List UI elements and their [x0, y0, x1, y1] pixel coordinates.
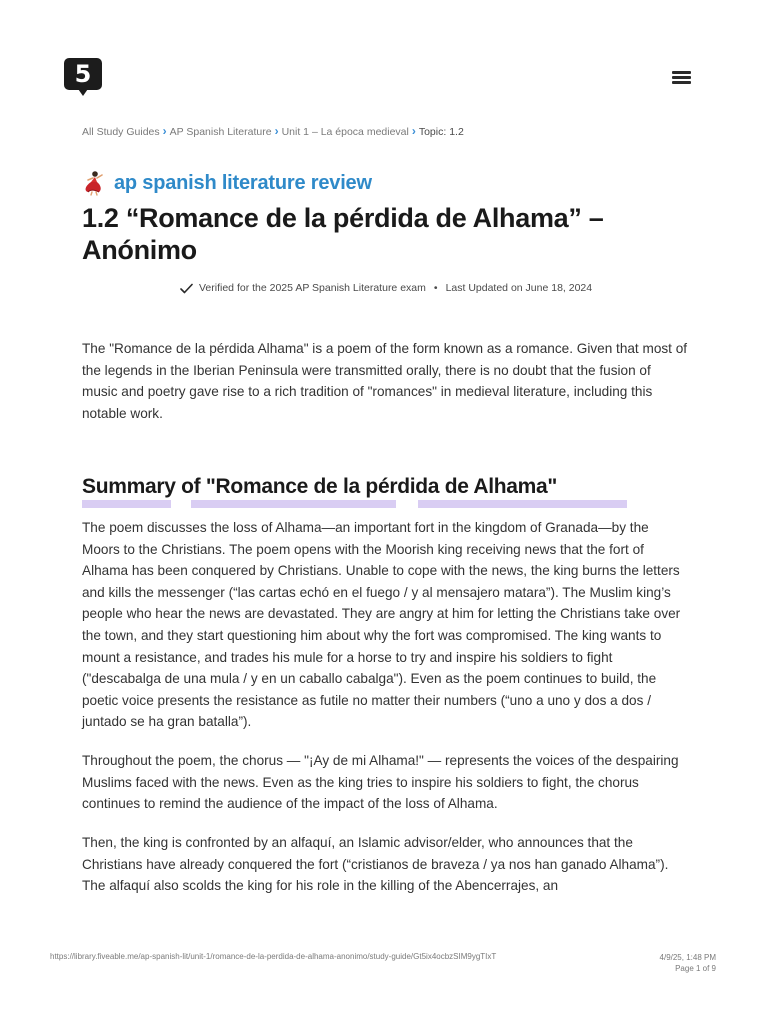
verified-text: Verified for the 2025 AP Spanish Literature exam: [199, 282, 426, 294]
body-paragraph: Throughout the poem, the chorus — "¡Ay de mi Alhama!" — represents the voices of the despairing Muslims faced with the news. Even as the king tries to inspire his soldiers to fight, the chorus continues to remind the audience of the impact of the loss of Alhama.: [82, 753, 679, 812]
breadcrumb-unit-1[interactable]: Unit 1 – La época medieval: [281, 126, 409, 138]
footer-url: https://library.fiveable.me/ap-spanish-lit/unit-1/romance-de-la-perdida-de-alhama-anonimo/study-guide/Gt5ix4ocbzSIM9ygTIxT: [50, 952, 497, 961]
checkmark-icon: [180, 283, 193, 294]
article-meta: [180, 280, 592, 296]
breadcrumb-all-study-guides[interactable]: All Study Guides: [82, 126, 160, 138]
intro-paragraph: The "Romance de la pérdida Alhama" is a poem of the form known as a romance. Given that most of the legends in the Iberian Peninsula were transmitted orally, there is no doubt that the fusion of music and poetry gave rise to a rich tradition of "romances" in medieval literature, including this notable work.: [82, 341, 688, 421]
last-updated-text: Last Updated on June 18, 2024: [445, 282, 593, 294]
study-guide-label[interactable]: [82, 170, 372, 196]
summary-heading-block: [82, 473, 557, 501]
footer-page-number: Page 1 of 9: [675, 964, 716, 973]
chevron-right-icon: ›: [162, 124, 167, 138]
flamenco-dancer-icon: [82, 170, 106, 196]
logo-number: 5: [74, 60, 92, 88]
breadcrumb-ap-spanish-literature[interactable]: AP Spanish Literature: [169, 126, 272, 138]
breadcrumb-current-topic: Topic: 1.2: [418, 126, 464, 138]
footer-datetime: 4/9/25, 1:48 PM: [659, 953, 716, 962]
body-paragraph: Then, the king is confronted by an alfaquí, an Islamic advisor/elder, who announces that the Christians have already conquered the fort (“cristianos de braveza / ya nos han ganado Alhama”). The alfaquí also scolds the king for his role in the killing of the Abencerrajes, an: [82, 835, 669, 894]
chevron-right-icon: ›: [274, 124, 279, 138]
fiveable-logo[interactable]: [64, 58, 102, 98]
meta-separator: •: [433, 282, 438, 294]
breadcrumb: [82, 124, 464, 138]
hamburger-menu-icon[interactable]: [672, 70, 692, 86]
heading-underline: [191, 500, 396, 508]
summary-heading: Summary of "Romance de la pérdida de Alhama": [82, 475, 558, 498]
page-title: 1.2 “Romance de la pérdida de Alhama” – Anónimo: [82, 203, 604, 265]
heading-underline: [418, 500, 627, 508]
study-guide-title[interactable]: ap spanish literature review: [114, 171, 372, 194]
heading-underline: [82, 500, 171, 508]
body-paragraph: The poem discusses the loss of Alhama—an important fort in the kingdom of Granada—by the Moors to the Christians. The poem opens with the Moorish king receiving news that the fort of Alhama has been conquered by Christians. Unable to cope with the news, the king burns the letters and kills the messenger (“las cartas echó en el fuego / y al mensajero matara”). The Muslim king’s people who hear the news are devastated. They are angry at him for letting the Christians take over the town, and they start questioning him about why the fort was compromised. The king wants to mount a resistance, and trades his mule for a horse to try and inspire his soldiers to fight ("descabalga de una mula / y en un caballo cabalga"). Even as the poem continues to build, the poetic voice presents the resistance as futile no matter their numbers (“uno a uno y dos a dos / juntado se ha gran batalla”).: [82, 520, 681, 730]
chevron-right-icon: ›: [411, 124, 416, 138]
footer-date-page: [660, 952, 716, 974]
